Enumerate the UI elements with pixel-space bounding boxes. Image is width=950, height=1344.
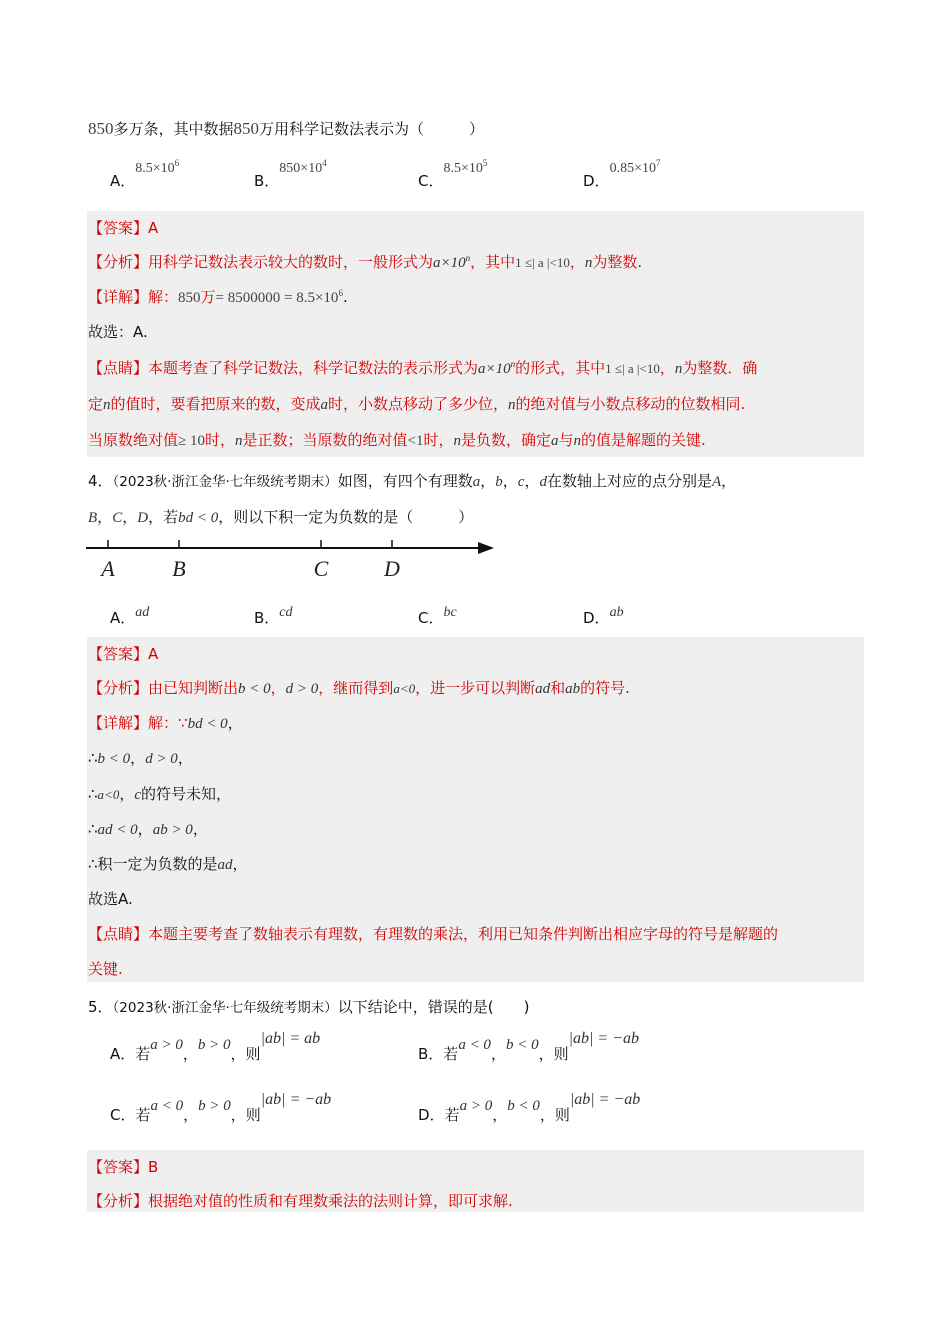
q4-stem-l2: B，C，D，若bd < 0，则以下积一定为负数的是（ ） — [88, 508, 474, 526]
q3-option-c[interactable]: C．$8.5\times 10^5$ — [418, 158, 488, 190]
q4-stem-l1: 4．（2023秋·浙江金华·七年级统考期末）如图，有四个有理数a，b，c，d在数轴上对应的点分别是A， — [88, 472, 737, 490]
point-label-D: D — [384, 556, 400, 581]
q3-comment-l2: 定n的值时，要看把原来的数，变成a时，小数点移动了多少位，n的绝对值与小数点移动的位数相同. — [88, 395, 746, 413]
q4-option-d[interactable]: D．ab — [583, 605, 624, 627]
math-850-b: 850 — [233, 119, 260, 138]
q5-solution-panel — [87, 1150, 864, 1212]
q3-analysis: 【分析】用科学记数法表示较大的数时，一般形式为$a\times 10^n$，其中1 ≤| a |<10，n为整数. — [88, 253, 643, 271]
q3-comment-l1: 【点睛】本题考查了科学记数法，科学记数法的表示形式为$a\times 10^n$的形式，其中1 ≤| a |<10，n为整数．确 — [88, 359, 758, 377]
q5-option-c[interactable]: C．若a < 0，b > 0，则|ab| = −ab — [110, 1091, 332, 1124]
q4-solution-panel — [87, 637, 864, 982]
q4-step-1: ∴b < 0，d > 0， — [88, 749, 193, 767]
number-line — [80, 532, 510, 588]
q4-option-c[interactable]: C．bc — [418, 605, 457, 627]
q4-step-4: ∴积一定为负数的是ad， — [88, 855, 248, 873]
q5-option-d[interactable]: D．若a > 0，b < 0，则|ab| = −ab — [418, 1091, 641, 1124]
q4-comment-l2: 关键. — [88, 960, 123, 978]
point-label-B: B — [172, 556, 186, 581]
q3-option-a[interactable]: A．$8.5\times 10^6$ — [110, 158, 180, 190]
q3-answer: 【答案】A — [88, 219, 159, 237]
q4-choose: 故选A. — [88, 890, 133, 908]
q3-choose: 故选：A. — [88, 323, 148, 341]
q4-option-a[interactable]: A．ad — [110, 605, 150, 627]
q5-answer: 【答案】B — [88, 1158, 159, 1176]
q4-option-b[interactable]: B．cd — [254, 605, 293, 627]
q3-stem: 850多万条，其中数据850万用科学记数法表示为（ ） — [88, 119, 485, 138]
q5-analysis: 【分析】根据绝对值的性质和有理数乘法的法则计算，即可求解. — [88, 1192, 513, 1210]
q4-step-3: ∴ad < 0，ab > 0， — [88, 820, 208, 838]
q3-detail: 【详解】解：850万= $8500000 = 8.5\times 10^6$. — [88, 288, 348, 306]
q5-option-b[interactable]: B．若a < 0，b < 0，则|ab| = −ab — [418, 1030, 639, 1063]
q3-solution-panel — [87, 211, 864, 457]
point-label-C: C — [313, 556, 329, 581]
q3-option-d[interactable]: D．$0.85\times 10^7$ — [583, 158, 661, 190]
q4-detail: 【详解】解：∵bd < 0， — [88, 714, 243, 732]
q5-option-a[interactable]: A．若a > 0，b > 0，则|ab| = ab — [110, 1030, 321, 1063]
q3-option-b[interactable]: B．$850\times 10^4$ — [254, 158, 327, 190]
q4-answer: 【答案】A — [88, 645, 159, 663]
point-label-A: A — [101, 556, 115, 581]
q4-analysis: 【分析】由已知判断出b < 0，d > 0，继而得到a<0，进一步可以判断ad和ab的符号. — [88, 679, 630, 697]
q3-comment-l3: 当原数绝对值≥ 10时，n是正数；当原数的绝对值<1时，n是负数，确定a与n的值是解题的关键. — [88, 431, 706, 449]
q5-stem: 5．（2023秋·浙江金华·七年级统考期末）以下结论中，错误的是( ) — [88, 998, 530, 1016]
q4-step-2: ∴a<0，c的符号未知， — [88, 785, 232, 803]
math-850: 850 — [88, 119, 114, 138]
q4-comment-l1: 【点睛】本题主要考查了数轴表示有理数，有理数的乘法，利用已知条件判断出相应字母的符号是解题的 — [88, 925, 779, 943]
axis-arrow — [478, 542, 494, 554]
